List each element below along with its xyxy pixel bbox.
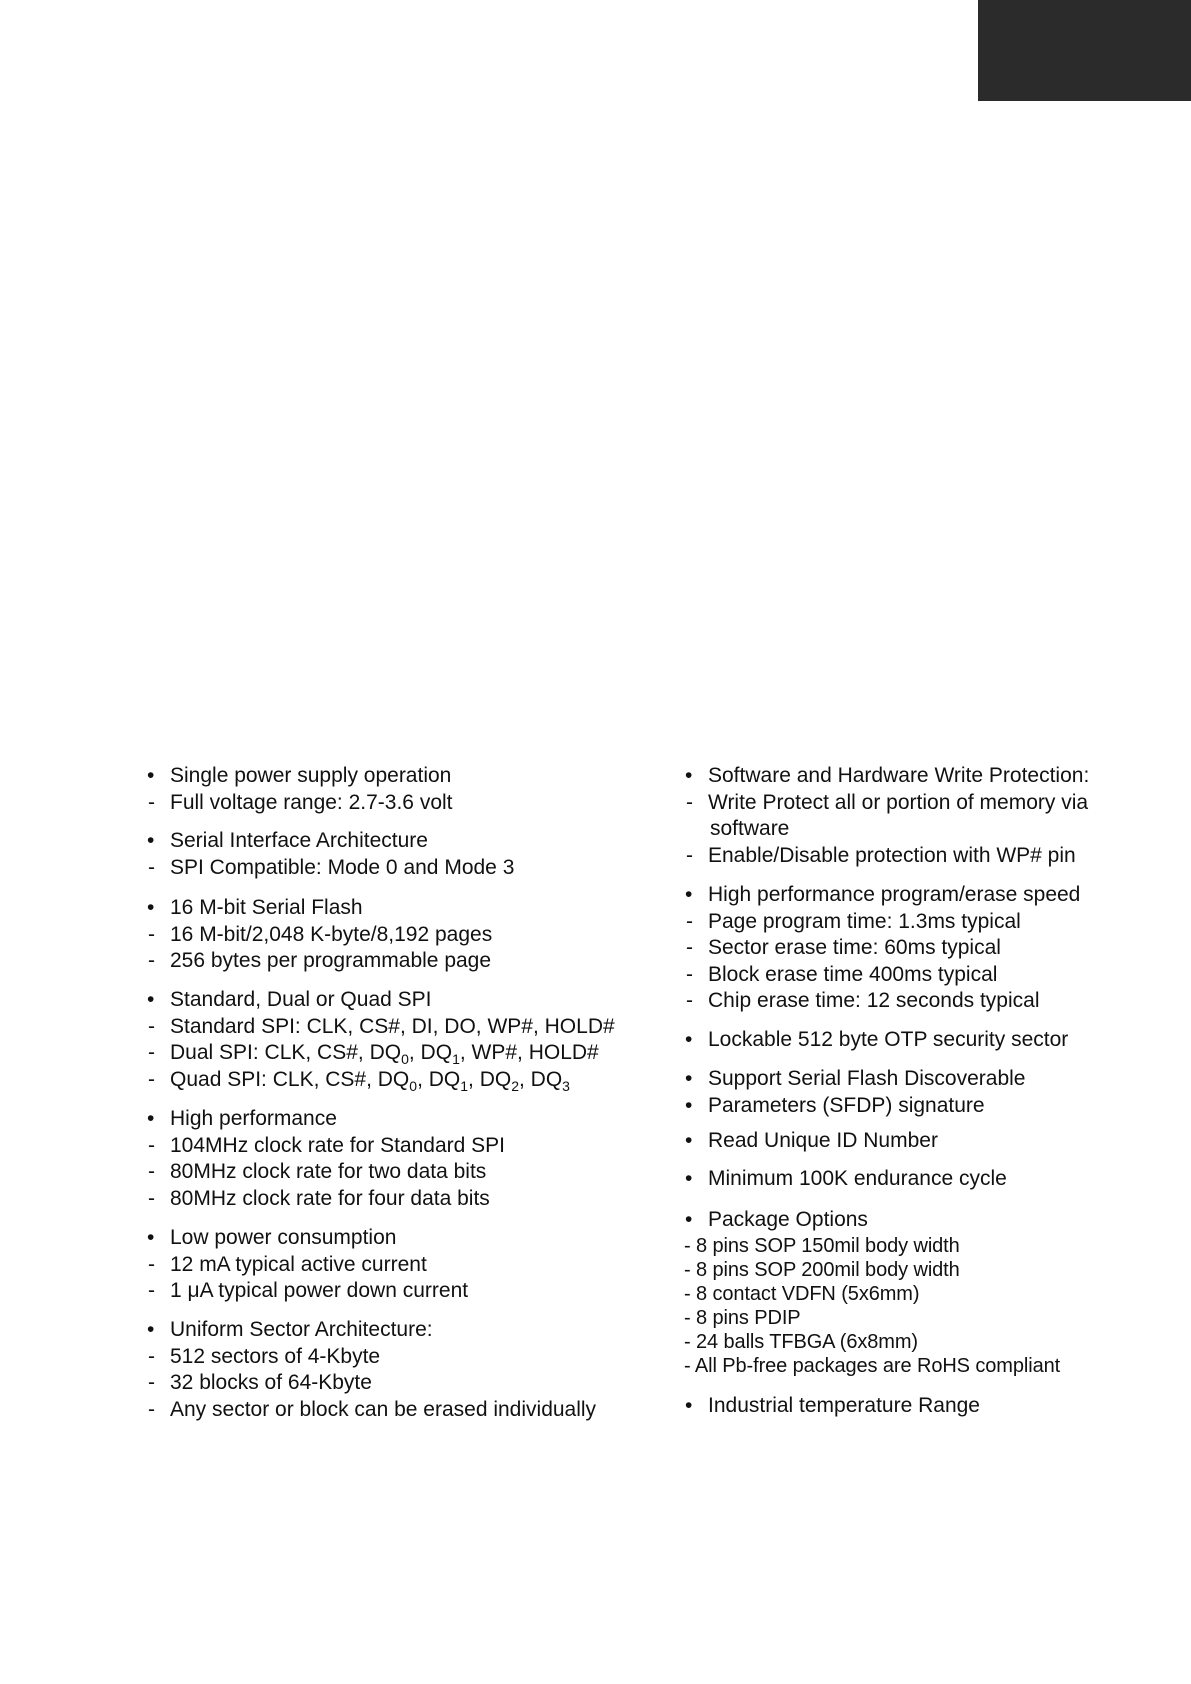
package-item: - 8 pins SOP 150mil body width <box>684 1234 960 1257</box>
feature-heading-continued: • Parameters (SFDP) signature <box>684 1093 1025 1120</box>
corner-header-block <box>978 0 1191 101</box>
feature-group-low-power <box>146 1225 468 1305</box>
feature-heading: • Package Options <box>684 1207 1060 1234</box>
package-item: - 8 pins SOP 200mil body width <box>684 1258 960 1281</box>
feature-item: - Block erase time 400ms typical <box>684 962 1080 989</box>
feature-item: - 16 M-bit/2,048 K-byte/8,192 pages <box>146 922 492 949</box>
feature-heading: • Single power supply operation <box>146 763 453 790</box>
feature-item: - 104MHz clock rate for Standard SPI <box>146 1133 505 1160</box>
feature-item: - 256 bytes per programmable page <box>146 948 492 975</box>
feature-item: - Write Protect all or portion of memory via <box>684 790 1089 817</box>
feature-group-interface <box>146 828 514 881</box>
feature-heading: • Uniform Sector Architecture: <box>146 1317 596 1344</box>
feature-heading: • Software and Hardware Write Protection: <box>684 763 1089 790</box>
feature-item: - 80MHz clock rate for two data bits <box>146 1159 505 1186</box>
feature-item: - Any sector or block can be erased individually <box>146 1397 596 1424</box>
feature-group-write-protection <box>684 763 1089 869</box>
feature-item: - Chip erase time: 12 seconds typical <box>684 988 1080 1015</box>
features-list <box>146 763 1146 1443</box>
feature-heading: • 16 M-bit Serial Flash <box>146 895 492 922</box>
feature-group-unique-id <box>684 1128 938 1155</box>
package-item: - 8 contact VDFN (5x6mm) <box>684 1282 920 1305</box>
feature-item: - 1 μA typical power down current <box>146 1278 468 1305</box>
feature-group-temperature <box>684 1393 980 1420</box>
feature-group-endurance <box>684 1166 1007 1193</box>
feature-group-power <box>146 763 453 816</box>
feature-heading: • Support Serial Flash Discoverable <box>684 1066 1025 1093</box>
feature-item: - Full voltage range: 2.7-3.6 volt <box>146 790 453 817</box>
feature-item: - 512 sectors of 4-Kbyte <box>146 1344 596 1371</box>
feature-group-erase-speed <box>684 882 1080 1015</box>
feature-heading: • Read Unique ID Number <box>684 1128 938 1155</box>
feature-heading: • High performance program/erase speed <box>684 882 1080 909</box>
feature-group-packages <box>684 1207 1060 1378</box>
feature-heading: • Serial Interface Architecture <box>146 828 514 855</box>
feature-item-quad-spi: - Quad SPI: CLK, CS#, $DQ_0$, $DQ_1$, $DQ_2$, $DQ_3$ <box>146 1067 615 1094</box>
feature-item: - 12 mA typical active current <box>146 1252 468 1279</box>
feature-group-flash <box>146 895 492 975</box>
feature-heading: • Standard, Dual or Quad SPI <box>146 987 615 1014</box>
feature-group-spi <box>146 987 615 1093</box>
feature-group-sfdp <box>684 1066 1025 1119</box>
feature-group-performance <box>146 1106 505 1212</box>
feature-item: - Standard SPI: CLK, CS#, DI, DO, WP#, HOLD# <box>146 1014 615 1041</box>
feature-item: - 32 blocks of 64-Kbyte <box>146 1370 596 1397</box>
feature-item: - Page program time: 1.3ms typical <box>684 909 1080 936</box>
feature-item: - SPI Compatible: Mode 0 and Mode 3 <box>146 855 514 882</box>
feature-item: software <box>710 817 790 840</box>
feature-group-sector <box>146 1317 596 1423</box>
package-item: - 24 balls TFBGA (6x8mm) <box>684 1330 918 1353</box>
feature-heading: • Low power consumption <box>146 1225 468 1252</box>
feature-item: - Sector erase time: 60ms typical <box>684 935 1080 962</box>
feature-item: - Enable/Disable protection with WP# pin <box>684 843 1089 870</box>
feature-heading: • High performance <box>146 1106 505 1133</box>
package-item: - 8 pins PDIP <box>684 1306 801 1329</box>
feature-heading: • Minimum 100K endurance cycle <box>684 1166 1007 1193</box>
feature-group-otp <box>684 1027 1068 1054</box>
feature-heading: • Industrial temperature Range <box>684 1393 980 1420</box>
feature-item: - 80MHz clock rate for four data bits <box>146 1186 505 1213</box>
feature-item-dual-spi: - Dual SPI: CLK, CS#, $DQ_0$, $DQ_1$, WP#, HOLD# <box>146 1040 615 1067</box>
package-item: - All Pb-free packages are RoHS compliant <box>684 1354 1061 1377</box>
feature-heading: • Lockable 512 byte OTP security sector <box>684 1027 1068 1054</box>
